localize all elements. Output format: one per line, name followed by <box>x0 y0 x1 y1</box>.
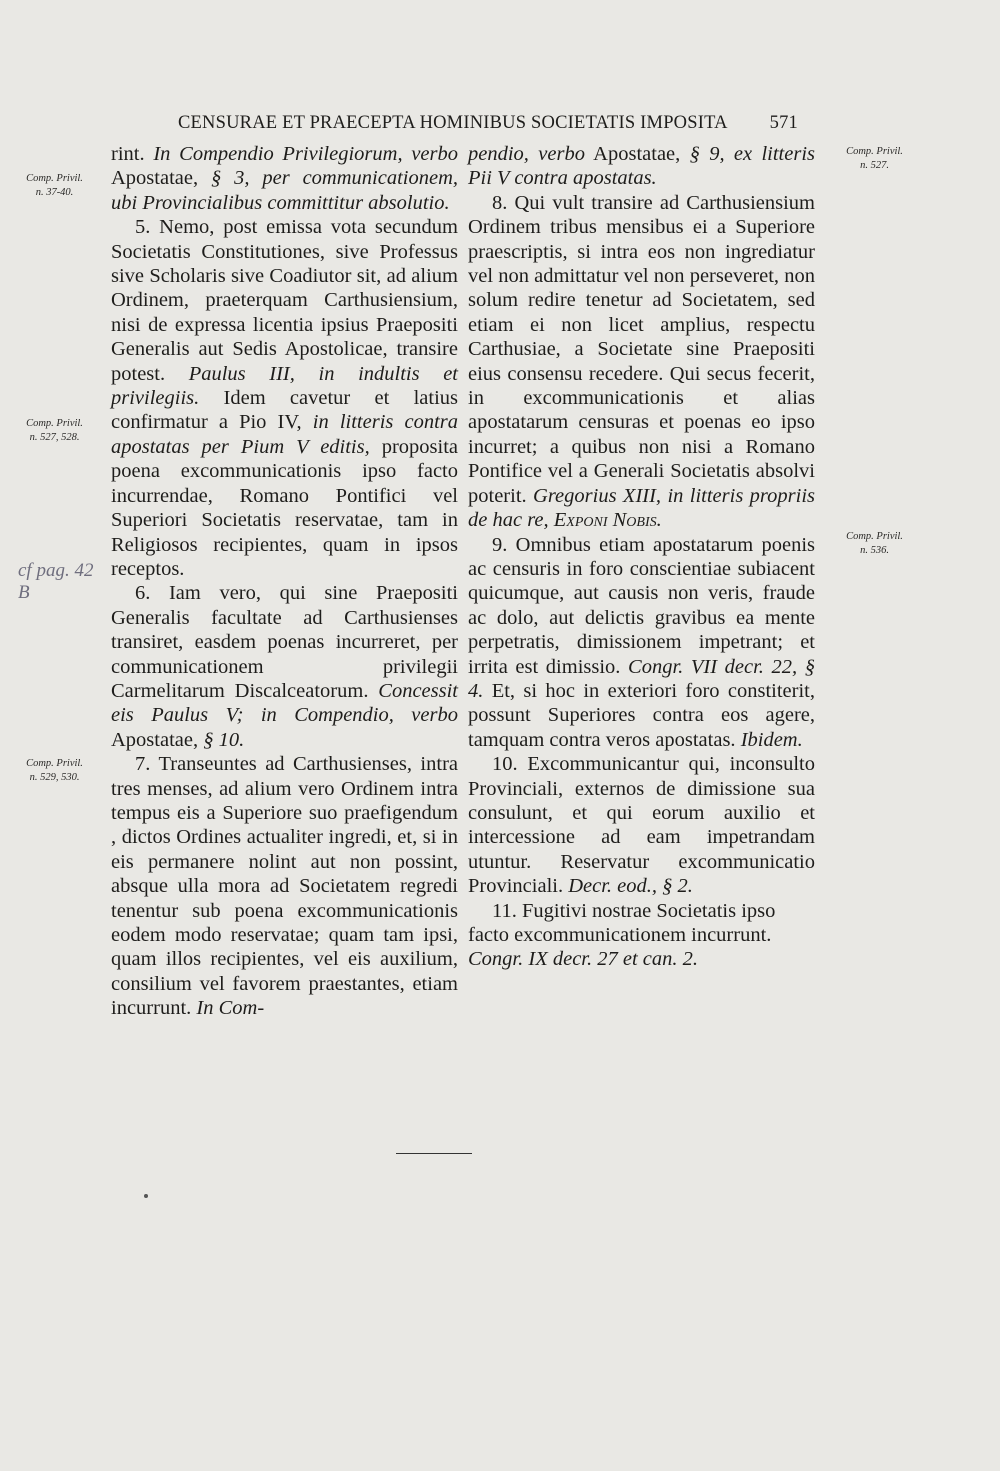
margin-note-line: Comp. Privil. <box>26 758 83 769</box>
paragraph-6 <box>111 581 458 752</box>
citation: pendio, verbo <box>468 143 585 165</box>
text-run: Et, si hoc in exteriori foro constiterit, possunt Superiores contra eos agere, tamquam contra veros apostatas. <box>468 679 815 751</box>
text-run: Apostatae, <box>111 728 204 751</box>
margin-note-line: Comp. Privil. <box>846 146 903 157</box>
end-rule <box>396 1153 472 1154</box>
citation: in litteris contra apostatas per Pium V editis, <box>111 411 459 458</box>
paragraph-7 <box>111 752 458 1020</box>
margin-note-line: n. 536. <box>860 545 889 556</box>
text-run: 10. Excommunicantur qui, inconsulto Provinciali, externos de dimissione sua consulunt, et qui eorum auxilio et intercessione ad eam impetrandam utuntur. Reservatur excommunicatio Provinciali. <box>468 753 815 898</box>
paragraph-continuation <box>468 142 815 191</box>
citation: In Compendio Privilegiorum, verbo <box>153 143 458 165</box>
right-column <box>468 142 815 972</box>
text-run: proposita poena excommunicationis ipso facto incurrendae, Romano Pontifici vel Superiori Societatis reservatae, tam in Religiosos recipientes, quam in ipsos receptos. <box>111 435 459 580</box>
citation: Ibidem. <box>740 728 803 751</box>
text-run: Apostatae, <box>111 167 211 190</box>
margin-note-left-2 <box>2 417 107 445</box>
margin-note-left-1 <box>2 172 107 200</box>
text-run: 5. Nemo, post emissa vota secundum Societatis Constitutiones, sive Professus sive Scholaris sive Coadiutor sit, ad alium Ordinem, praeterquam Carthusiensium, nisi de expressa licentia ipsius Praepositi Generalis aut Sedis Apostolicae, transire potest. <box>111 216 458 385</box>
citation: Decr. eod., § 2. <box>568 875 693 898</box>
paragraph-5 <box>111 215 458 581</box>
margin-note-line: n. 529, 530. <box>29 772 80 783</box>
paragraph-11 <box>468 899 815 972</box>
text-run: rint. <box>111 143 154 165</box>
paragraph-10 <box>468 752 815 898</box>
citation: Paulus III, in indultis et privilegiis. <box>111 362 458 410</box>
margin-note-right-2 <box>822 530 927 558</box>
text-run: Apostatae, <box>584 143 690 165</box>
margin-note-line: Comp. Privil. <box>26 173 83 184</box>
margin-note-line: n. 37-40. <box>35 187 74 198</box>
citation: Concessit eis Paulus V; in Compendio, verbo <box>111 679 458 727</box>
paragraph-8 <box>468 191 815 533</box>
ink-dot <box>144 1194 148 1198</box>
margin-note-line: Comp. Privil. <box>26 418 83 429</box>
citation: Congr. IX decr. 27 et can. 2. <box>468 948 699 971</box>
citation: § 10. <box>203 728 245 751</box>
margin-note-line: n. 527. <box>860 160 889 171</box>
citation: In Com- <box>196 997 265 1020</box>
page-number: 571 <box>769 113 798 133</box>
margin-note-right-1 <box>822 145 927 173</box>
text-run: 9. Omnibus etiam apostatarum poenis ac censuris in foro conscientiae subiacent quicumque, aut causis non veris, fraude ac dolo, aut delictis gravibus ea mente perpetratis, dimissionem impetrant; et irrita est dimissio. <box>468 533 815 678</box>
text-run: 11. Fugitivi nostrae Societatis ipso facto excommunicationem incurrunt. <box>468 899 776 946</box>
citation: § 3, per communicationem, ubi Provincialibus committitur absolutio. <box>111 167 458 214</box>
running-header <box>178 113 798 141</box>
margin-note-line: n. 527, 528. <box>29 432 80 443</box>
text-run: 6. Iam vero, qui sine Praepositi Generalis facultate ad Carthusienses transiret, easdem poenas incurreret, per communicationem privilegii Carmelitarum Discalceatorum. <box>111 582 458 702</box>
text-run: Idem cavetur et latius confirmatur a Pio IV, <box>111 387 458 434</box>
paragraph-continuation <box>111 142 458 215</box>
text-run: 8. Qui vult transire ad Carthusiensium Ordinem tribus mensibus ei a Superiore praescriptis, si intra eos non ingrediatur vel non admittatur vel non perseveret, non solum redire tenetur ad Societatem, sed etiam ei non licet amplius, respectu Carthusiae, a Societate sine Praepositi eius consensu recedere. Qui secus fecerit, in excommunicationis et alias apostatarum censuras et poenas eo ipso incurret; a quibus non nisi a Romano Pontifice vel a Generali Societatis absolvi poterit. <box>468 191 815 507</box>
left-column <box>111 142 458 1021</box>
citation-title: Exponi Nobis. <box>553 509 662 532</box>
citation: Congr. VII decr. 22, § 4. <box>468 655 815 702</box>
paragraph-9 <box>468 533 815 753</box>
text-run: 7. Transeuntes ad Carthusienses, intra tres menses, ad alium vero Ordinem intra tempus eis a Superiore suo praefigendum , dictos Ordines actualiter ingredi, et, si in eis permanere nolint aut non possint, absque ulla mora ad Societatem regredi tenentur sub poena excommunicationis eodem modo reservatae; quam tam ipsi, quam illos recipientes, vel eis auxilium, consilium vel favorem praestantes, etiam incurrunt. <box>111 753 458 1020</box>
citation: § 9, ex litteris Pii V contra apostatas. <box>468 143 815 190</box>
running-title: CENSURAE ET PRAECEPTA HOMINIBUS SOCIETATIS IMPOSITA <box>178 113 728 133</box>
margin-note-line: Comp. Privil. <box>846 531 903 542</box>
citation: Gregorius XIII, in litteris propriis de hac re, <box>468 484 815 532</box>
handwritten-note: cf pag. 42 B <box>18 560 94 603</box>
margin-note-left-3 <box>2 757 107 785</box>
